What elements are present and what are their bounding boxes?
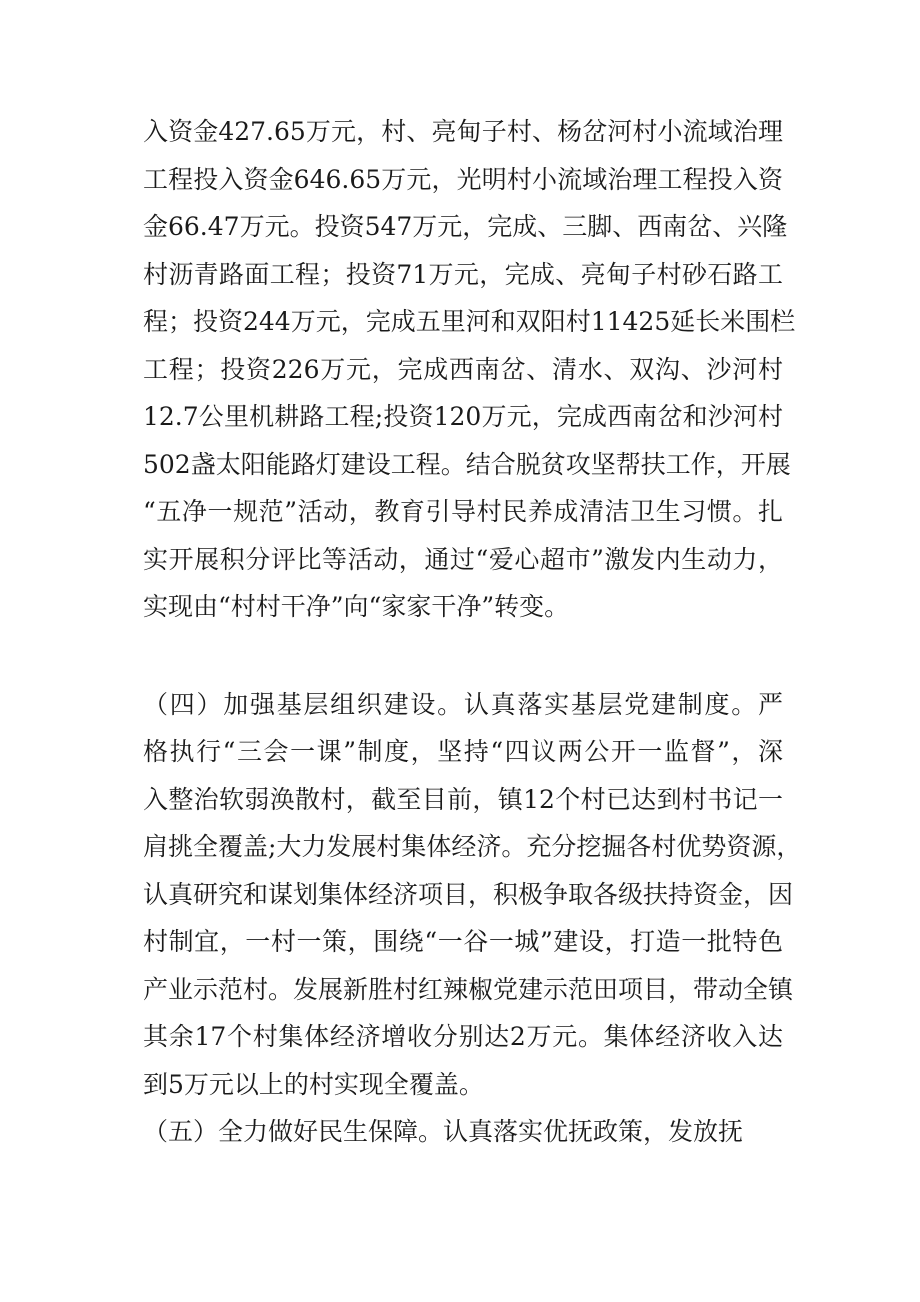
text-line: 肩挑全覆盖;大力发展村集体经济。充分挖掘各村优势资源，	[143, 832, 802, 861]
text-line: 实开展积分评比等活动，通过“爱心超市”激发内生动力，	[143, 544, 783, 574]
text-line: 入资金427.65万元，村、亮甸子村、杨岔河村小流域治理	[143, 117, 783, 146]
text-line: 工程投入资金646.65万元，光明村小流域治理工程投入资	[143, 164, 783, 194]
text-line: 格执行“三会一课”制度，坚持“四议两公开一监督”，深	[143, 737, 783, 766]
text-line: 村制宜，一村一策，围绕“一谷一城”建设，打造一批特色	[143, 927, 783, 956]
text-line: 产业示范村。发展新胜村红辣椒党建示范田项目，带动全镇	[143, 974, 794, 1004]
text-line: 其余17个村集体经济增收分别达2万元。集体经济收入达	[143, 1022, 783, 1051]
paragraph-gap	[143, 631, 783, 681]
text-line: 村沥青路面工程；投资71万元，完成、亮甸子村砂石路工	[143, 259, 783, 289]
document-body	[143, 108, 802, 1156]
paragraph-grassroots	[143, 681, 802, 1109]
paragraph-livelihood	[143, 1108, 783, 1156]
text-line: 程；投资244万元，完成五里河和双阳村11425延长米围栏	[143, 307, 796, 336]
text-line: 实现由“村村干净”向“家家干净”转变。	[143, 592, 570, 621]
text-line: 502盏太阳能路灯建设工程。结合脱贫攻坚帮扶工作，开展	[143, 449, 791, 479]
text-line: 金66.47万元。投资547万元，完成、三脚、西南岔、兴隆	[143, 212, 788, 241]
text-line: （四）加强基层组织建设。认真落实基层党建制度。严	[143, 689, 783, 719]
text-line: （五）全力做好民生保障。认真落实优抚政策，发放抚	[143, 1117, 744, 1146]
text-line: 到5万元以上的村实现全覆盖。	[143, 1069, 484, 1099]
text-line: “五净一规范”活动，教育引导村民养成清洁卫生习惯。扎	[143, 497, 783, 526]
text-line: 入整治软弱涣散村，截至目前，镇12个村已达到村书记一	[143, 784, 783, 814]
text-line: 认真研究和谋划集体经济项目，积极争取各级扶持资金，因	[143, 879, 794, 909]
text-line: 工程；投资226万元，完成西南岔、清水、双沟、沙河村	[143, 354, 783, 384]
paragraph-infrastructure	[143, 108, 796, 631]
text-line: 12.7公里机耕路工程;投资120万元，完成西南岔和沙河村	[143, 402, 783, 431]
